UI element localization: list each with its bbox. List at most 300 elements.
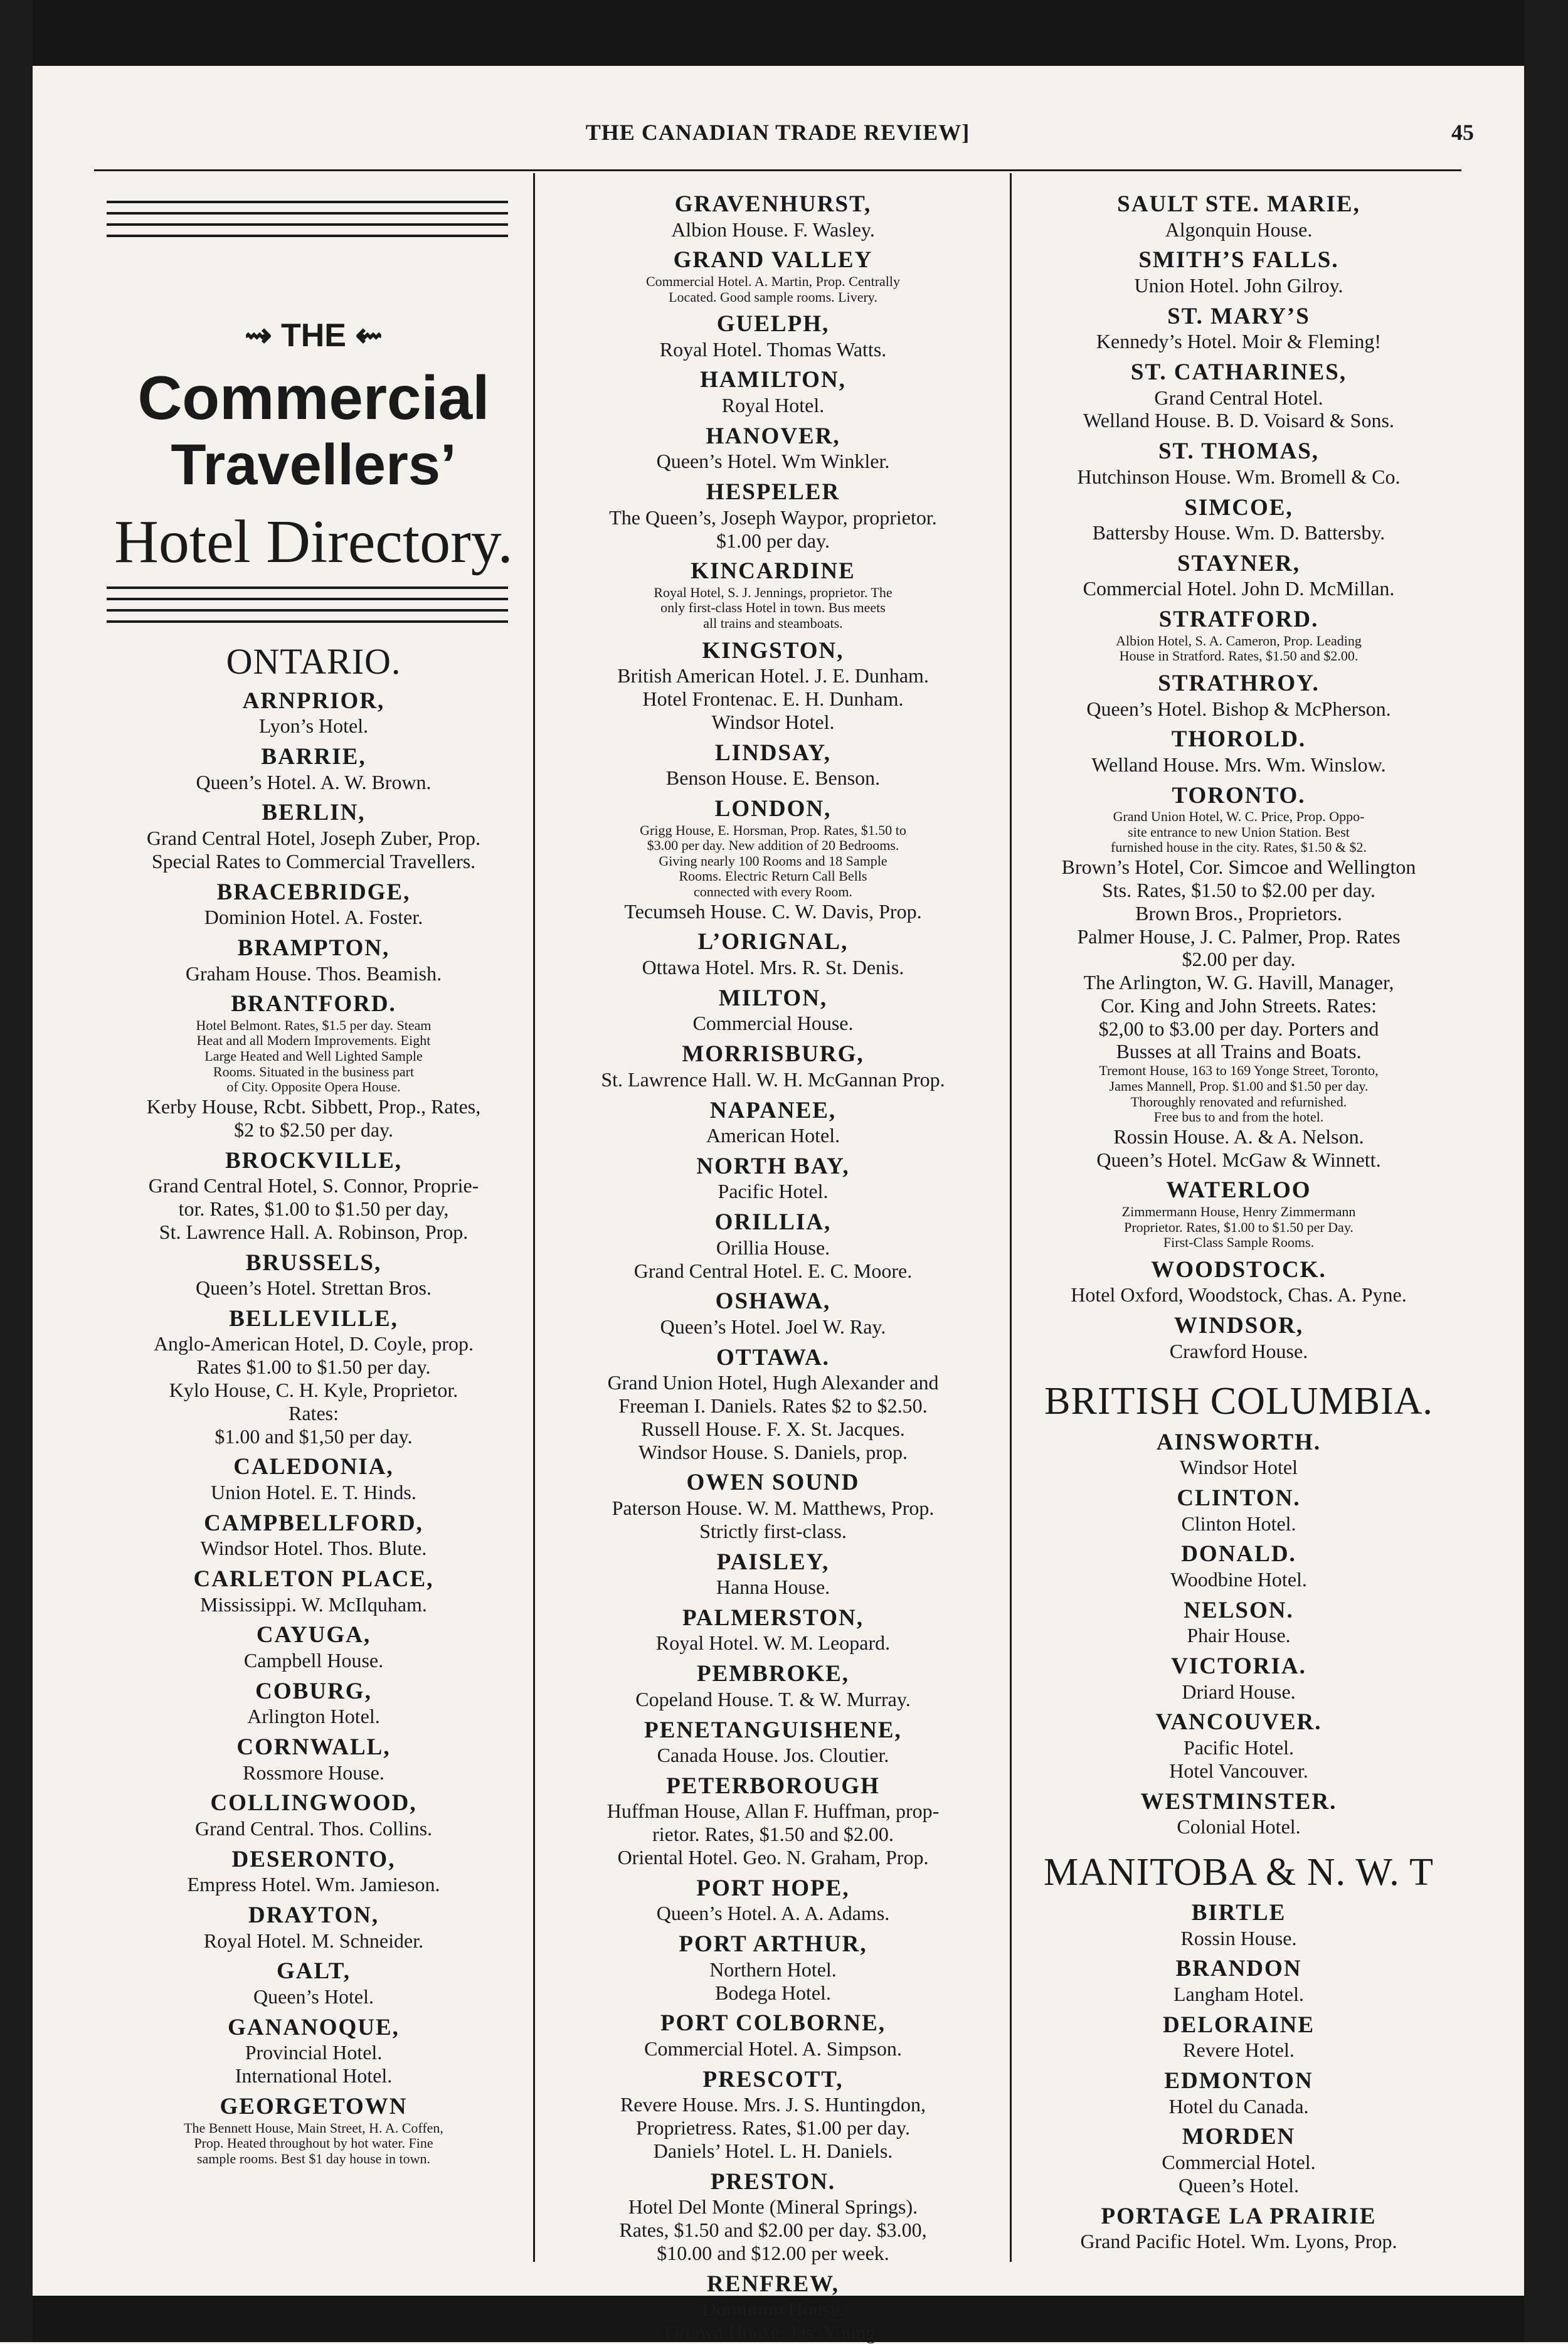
directory-entry	[1019, 607, 1458, 664]
hotel-listing-fine-print: sample rooms. Best $1 day house in town.	[196, 2150, 431, 2166]
directory-entry	[543, 1153, 1004, 1203]
directory-entry	[100, 688, 527, 738]
hotel-listing: Revere House. Mrs. J. S. Huntingdon,	[620, 2093, 926, 2116]
town-name: MORRISBURG,	[682, 1041, 864, 1068]
hotel-listing: Mississippi. W. McIlquham.	[200, 1593, 427, 1616]
town-name: L’ORIGNAL,	[697, 929, 849, 955]
town-name: NORTH BAY,	[696, 1153, 850, 1179]
hotel-listing: Hotel Oxford, Woodstock, Chas. A. Pyne.	[1071, 1283, 1407, 1307]
directory-entry	[1019, 1313, 1458, 1362]
town-name: CLINTON.	[1177, 1485, 1301, 1512]
hotel-listing-fine-print: Royal Hotel, S. J. Jennings, proprietor. The	[654, 584, 893, 600]
directory-entry	[543, 479, 1004, 552]
town-name: RENFREW,	[707, 2271, 839, 2297]
hotel-listing-fine-print: all trains and steamboats.	[703, 615, 843, 632]
town-name: ST. CATHARINES,	[1130, 359, 1347, 386]
town-name: PAISLEY,	[716, 1549, 830, 1575]
masthead-hotel-directory: Hotel Directory.	[114, 508, 513, 576]
hotel-listing: Cor. King and John Streets. Rates:	[1101, 994, 1377, 1017]
hotel-listing: Arlington Hotel.	[247, 1705, 380, 1728]
hotel-listing-fine-print: James Mannell, Prop. $1.00 and $1.50 per day.	[1109, 1078, 1369, 1094]
town-name: GALT,	[277, 1958, 351, 1985]
hotel-listing: Royal Hotel. M. Schneider.	[203, 1929, 424, 1952]
town-name: WATERLOO	[1166, 1177, 1311, 1204]
column-divider-right	[1010, 173, 1012, 2262]
town-name: CALEDONIA,	[233, 1454, 394, 1480]
town-name: THOROLD.	[1171, 726, 1306, 753]
town-name: GANANOQUE,	[228, 2014, 400, 2040]
masthead-rules-top	[107, 201, 508, 246]
hotel-listing: Windsor Hotel. Thos. Blute.	[200, 1537, 427, 1560]
directory-entry	[100, 935, 527, 985]
town-name: OSHAWA,	[715, 1288, 831, 1315]
hotel-listing: Brown Bros., Proprietors.	[1135, 901, 1342, 925]
hotel-listing: Driard House.	[1182, 1680, 1296, 1703]
directory-entry	[100, 1306, 527, 1448]
hotel-listing-fine-print: Tremont House, 163 to 169 Yonge Street, Toronto,	[1099, 1063, 1379, 1079]
masthead-travellers: Travellers’	[171, 433, 457, 497]
hotel-listing-fine-print: Rooms. Electric Return Call Bells	[679, 868, 867, 884]
hotel-listing: Tecumseh House. C. W. Davis, Prop.	[624, 899, 922, 923]
town-name: COBURG,	[255, 1678, 372, 1704]
hotel-listing: Anglo-American Hotel, D. Coyle, prop.	[153, 1332, 474, 1355]
town-name: WESTMINSTER.	[1140, 1788, 1337, 1815]
town-name: ST. MARY’S	[1167, 303, 1310, 329]
hotel-listing: Ottawa House. Jas. Young.	[665, 2320, 881, 2343]
directory-entry	[543, 367, 1004, 416]
hotel-listing-fine-print: The Bennett House, Main Street, H. A. Coffen,	[184, 2119, 443, 2136]
column-1	[100, 185, 527, 2166]
town-name: BERLIN,	[262, 800, 366, 826]
directory-entry	[543, 423, 1004, 473]
hotel-listing: The Queen’s, Joseph Waypor, proprietor.	[609, 506, 937, 529]
hotel-listing-fine-print: Commercial Hotel. A. Martin, Prop. Centrally	[645, 273, 901, 289]
town-name: BROCKVILLE,	[225, 1147, 403, 1174]
hotel-listing: St. Lawrence Hall. A. Robinson, Prop.	[159, 1220, 469, 1243]
town-list	[1019, 1429, 1458, 1838]
hotel-listing: Hanna House.	[716, 1576, 830, 1599]
town-list	[543, 191, 1004, 2344]
town-name: TORONTO.	[1172, 782, 1306, 809]
directory-entry	[100, 1510, 527, 1560]
directory-entry	[543, 558, 1004, 631]
scan-border-top	[0, 0, 1568, 66]
town-name: DELORAINE	[1162, 2012, 1315, 2038]
town-name: EDMONTON	[1164, 2068, 1313, 2094]
hotel-listing: American Hotel.	[706, 1124, 840, 1147]
directory-entry	[543, 2010, 1004, 2060]
hotel-listing: $1.00 and $1,50 per day.	[215, 1424, 413, 1448]
directory-entry	[1019, 2012, 1458, 2062]
hotel-listing: Phair House.	[1187, 1624, 1291, 1647]
region-heading-british-columbia: BRITISH COLUMBIA.	[1044, 1380, 1433, 1423]
town-name: GRAND VALLEY	[673, 247, 873, 273]
hotel-listing: Woodbine Hotel.	[1170, 1567, 1307, 1591]
directory-entry	[543, 796, 1004, 923]
hotel-listing: Huffman House, Allan F. Huffman, prop-	[607, 1800, 940, 1823]
directory-entry	[1019, 551, 1458, 600]
directory-entry	[1019, 671, 1458, 720]
hotel-listing-fine-print: Free bus to and from the hotel.	[1153, 1109, 1324, 1125]
hotel-listing: Lyon’s Hotel.	[258, 714, 369, 738]
hotel-listing-fine-print: Proprietor. Rates, $1.00 to $1.50 per Day.	[1124, 1219, 1353, 1235]
directory-entry	[543, 2271, 1004, 2344]
hotel-listing: Graham House. Thos. Beamish.	[185, 962, 442, 985]
directory-entry	[1019, 1709, 1458, 1782]
directory-entry	[543, 1041, 1004, 1091]
hotel-listing: Hotel Del Monte (Mineral Springs).	[628, 2195, 918, 2219]
town-name: GUELPH,	[716, 311, 830, 337]
directory-entry	[1019, 359, 1458, 432]
hotel-listing: Daniels’ Hotel. L. H. Daniels.	[653, 2139, 893, 2162]
town-name: BRAMPTON,	[237, 935, 390, 961]
directory-entry	[543, 1209, 1004, 1282]
directory-entry	[100, 1734, 527, 1784]
masthead-rules-bottom	[107, 586, 508, 632]
hotel-listing: Algonquin House.	[1165, 218, 1313, 241]
hotel-listing: St. Lawrence Hall. W. H. McGannan Prop.	[601, 1068, 945, 1091]
town-name: PENETANGUISHENE,	[644, 1717, 902, 1743]
directory-entry	[100, 1622, 527, 1672]
hotel-listing-fine-print: Albion Hotel, S. A. Cameron, Prop. Leading	[1116, 632, 1362, 649]
masthead-the: ⇝ THE ⇜	[244, 317, 383, 354]
town-name: NAPANEE,	[709, 1097, 837, 1123]
hotel-listing-fine-print: connected with every Room.	[694, 884, 852, 900]
hotel-listing: Kylo House, C. H. Kyle, Proprietor.	[169, 1379, 458, 1401]
town-name: VANCOUVER.	[1155, 1709, 1322, 1736]
town-name: NELSON.	[1184, 1597, 1294, 1623]
hotel-listing: Royal Hotel.	[721, 394, 825, 417]
town-name: HANOVER,	[706, 423, 840, 449]
hotel-listing-fine-print: Giving nearly 100 Rooms and 18 Sample	[659, 852, 887, 869]
hotel-listing-fine-print: only first-class Hotel in town. Bus meets	[660, 600, 886, 616]
hotel-listing: Kerby House, Rcbt. Sibbett, Prop., Rates,	[146, 1095, 481, 1118]
hotel-listing: Windsor Hotel.	[711, 710, 835, 733]
hotel-listing: Pacific Hotel.	[718, 1180, 829, 1203]
directory-entry	[1019, 1598, 1458, 1647]
hotel-listing: Palmer House, J. C. Palmer, Prop. Rates	[1077, 925, 1401, 948]
hotel-listing: Grand Central Hotel, S. Connor, Proprie-	[148, 1174, 479, 1197]
town-name: PEMBROKE,	[696, 1661, 850, 1687]
hotel-listing: $2 to $2.50 per day.	[234, 1118, 393, 1141]
hotel-listing: Rossmore House.	[243, 1761, 384, 1784]
hotel-listing: Queen’s Hotel. A. W. Brown.	[196, 770, 432, 793]
hotel-listing: Paterson House. W. M. Matthews, Prop.	[612, 1496, 935, 1519]
hotel-listing: Northern Hotel.	[709, 1958, 837, 1981]
hotel-listing: Hotel du Canada.	[1168, 2094, 1309, 2118]
directory-entry	[1019, 1177, 1458, 1250]
scan-border-right	[1524, 0, 1568, 2342]
hotel-listing: Commercial Hotel.	[1162, 2150, 1316, 2173]
town-name: OTTAWA.	[716, 1344, 830, 1371]
directory-entry	[1019, 1789, 1458, 1838]
directory-entry	[543, 191, 1004, 241]
hotel-listing: Hotel Frontenac. E. H. Dunham.	[642, 687, 904, 711]
hotel-listing: Proprietress. Rates, $1.00 per day.	[636, 2116, 910, 2140]
town-name: GRAVENHURST,	[674, 191, 872, 217]
directory-entry	[100, 1958, 527, 2008]
directory-entry	[543, 1875, 1004, 1925]
region-heading-manitoba: MANITOBA & N. W. T	[1043, 1850, 1434, 1894]
hotel-listing: Queen’s Hotel. McGaw & Winnett.	[1096, 1148, 1381, 1171]
directory-entry	[1019, 304, 1458, 353]
town-name: STRATFORD.	[1158, 607, 1319, 633]
hotel-listing: Benson House. E. Benson.	[665, 766, 881, 790]
hotel-listing: $2,00 to $3.00 per day. Porters and	[1098, 1017, 1379, 1040]
directory-entry	[100, 1250, 527, 1300]
hotel-listing: Windsor Hotel	[1179, 1456, 1298, 1479]
hotel-listing-fine-print: Large Heated and Well Lighted Sample	[204, 1048, 423, 1064]
hotel-listing: Hotel Vancouver.	[1169, 1759, 1308, 1782]
town-list	[1019, 1900, 1458, 2253]
directory-entry	[543, 1345, 1004, 1464]
town-name: COLLINGWOOD,	[210, 1790, 417, 1816]
town-name: SIMCOE,	[1184, 494, 1293, 521]
header-rule	[94, 169, 1461, 171]
town-name: DONALD.	[1181, 1541, 1296, 1567]
directory-entry	[1019, 1541, 1458, 1591]
town-name: BRACEBRIDGE,	[216, 879, 411, 905]
hotel-listing-fine-print: $3.00 per day. New addition of 20 Bedrooms.	[647, 837, 899, 854]
town-name: VICTORIA.	[1171, 1653, 1306, 1680]
directory-entry	[1019, 495, 1458, 544]
town-name: PORTAGE LA PRAIRIE	[1101, 2203, 1377, 2229]
page-header	[94, 119, 1474, 157]
hotel-listing: British American Hotel. J. E. Dunham.	[617, 664, 929, 687]
town-name: MORDEN	[1182, 2124, 1296, 2150]
hotel-listing: Bodega Hotel.	[715, 1981, 831, 2004]
hotel-listing: Pacific Hotel.	[1184, 1736, 1294, 1759]
town-name: BARRIE,	[261, 744, 366, 770]
directory-entry	[100, 1678, 527, 1728]
town-name: LINDSAY,	[715, 740, 831, 766]
directory-entry	[543, 2067, 1004, 2163]
directory-entry	[1019, 1900, 1458, 1949]
hotel-listing: Freeman I. Daniels. Rates $2 to $2.50.	[618, 1394, 928, 1418]
directory-entry	[100, 1847, 527, 1896]
directory-entry	[1019, 1485, 1458, 1535]
town-name: AINSWORTH.	[1156, 1429, 1322, 1455]
town-name: KINGSTON,	[702, 637, 844, 664]
directory-entry	[543, 1931, 1004, 2004]
directory-entry	[543, 1470, 1004, 1542]
directory-entry	[543, 1661, 1004, 1710]
hotel-listing: Dominion House.	[701, 2298, 845, 2321]
directory-entry	[543, 1773, 1004, 1869]
directory-entry	[100, 2094, 527, 2166]
hotel-listing: Rates $1.00 to $1.50 per day.	[196, 1355, 431, 1379]
town-name: CARLETON PLACE,	[193, 1566, 434, 1593]
hotel-listing-fine-print: Thoroughly renovated and refurnished.	[1130, 1093, 1347, 1110]
town-name: BIRTLE	[1191, 1900, 1286, 1926]
hotel-listing: $2.00 per day.	[1182, 948, 1296, 971]
scan-border-left	[0, 0, 33, 2342]
town-name: MILTON,	[718, 985, 828, 1011]
masthead-commercial: Commercial	[137, 363, 490, 432]
hotel-listing: Union Hotel. E. T. Hinds.	[211, 1480, 416, 1503]
directory-entry	[543, 247, 1004, 305]
hotel-listing: Royal Hotel. Thomas Watts.	[659, 337, 887, 361]
hotel-listing: Battersby House. Wm. D. Battersby.	[1092, 521, 1385, 544]
hotel-listing: The Arlington, W. G. Havill, Manager,	[1083, 971, 1394, 994]
hotel-listing: Rossin House. A. & A. Nelson.	[1113, 1125, 1364, 1148]
column-2	[543, 185, 1004, 2344]
hotel-listing-fine-print: furnished house in the city. Rates, $1.50 & $2.	[1111, 839, 1367, 856]
directory-entry	[1019, 1653, 1458, 1703]
hotel-listing: Queen’s Hotel.	[1179, 2173, 1299, 2197]
town-name: WINDSOR,	[1173, 1313, 1304, 1339]
hotel-listing-fine-print: First-Class Sample Rooms.	[1163, 1234, 1315, 1251]
hotel-listing: Dominion Hotel. A. Foster.	[204, 906, 423, 929]
directory-entry	[1019, 2203, 1458, 2253]
hotel-listing: $1.00 per day.	[716, 529, 830, 552]
column-3	[1019, 185, 1458, 2253]
masthead	[100, 185, 527, 637]
directory-entry	[1019, 438, 1458, 488]
directory-entry	[1019, 1429, 1458, 1479]
town-name: DESERONTO,	[231, 1846, 396, 1872]
directory-entry	[543, 1605, 1004, 1655]
directory-entry	[543, 1098, 1004, 1147]
directory-entry	[543, 929, 1004, 978]
hotel-listing-fine-print: site entrance to new Union Station. Best	[1128, 824, 1350, 840]
directory-entry	[543, 1717, 1004, 1767]
hotel-listing-fine-print: Heat and all Modern Improvements. Eight	[196, 1032, 431, 1049]
town-name: BRANDON	[1175, 1956, 1302, 1982]
hotel-listing: Queen’s Hotel.	[253, 1985, 374, 2008]
hotel-listing: Welland House. B. D. Voisard & Sons.	[1083, 409, 1394, 432]
directory-entry	[1019, 191, 1458, 241]
hotel-listing: Copeland House. T. & W. Murray.	[635, 1687, 911, 1710]
town-list	[100, 688, 527, 2167]
hotel-listing: tor. Rates, $1.00 to $1.50 per day,	[178, 1197, 449, 1220]
hotel-listing: Rates:	[289, 1401, 339, 1424]
directory-entry	[1019, 247, 1458, 297]
hotel-listing: Busses at all Trains and Boats.	[1116, 1040, 1362, 1063]
hotel-listing-fine-print: Located. Good sample rooms. Livery.	[669, 289, 877, 305]
directory-entry	[100, 1790, 527, 1840]
directory-entry	[1019, 2068, 1458, 2118]
hotel-listing-fine-print: Prop. Heated throughout by hot water. Fine	[194, 2135, 433, 2151]
hotel-listing: Grand Central Hotel.	[1154, 386, 1323, 409]
town-name: CAYUGA,	[256, 1622, 371, 1648]
directory-entry	[100, 879, 527, 929]
page-number: 45	[1451, 120, 1474, 145]
hotel-listing-fine-print: of City. Opposite Opera House.	[226, 1079, 401, 1095]
town-name: PORT HOPE,	[696, 1875, 850, 1901]
directory-entry	[543, 311, 1004, 361]
hotel-listing: Grand Central. Thos. Collins.	[194, 1817, 433, 1840]
town-name: PRESCOTT,	[702, 2066, 844, 2092]
hotel-listing: Grand Pacific Hotel. Wm. Lyons, Prop.	[1080, 2230, 1397, 2253]
hotel-listing: Commercial Hotel. A. Simpson.	[644, 2037, 902, 2060]
town-name: CAMPBELLFORD,	[204, 1510, 423, 1536]
hotel-listing: Grand Union Hotel, Hugh Alexander and	[607, 1371, 939, 1394]
directory-entry	[543, 1288, 1004, 1338]
hotel-listing-fine-print: Zimmermann House, Henry Zimmermann	[1121, 1203, 1356, 1219]
hotel-listing: Queen’s Hotel. A. A. Adams.	[656, 1902, 890, 1925]
town-name: ST. THOMAS,	[1158, 438, 1320, 465]
town-name: STAYNER,	[1177, 550, 1300, 576]
hotel-listing: Crawford House.	[1169, 1339, 1308, 1362]
directory-entry	[1019, 783, 1458, 1172]
town-name: SMITH’S FALLS.	[1138, 247, 1339, 273]
directory-entry	[100, 800, 527, 872]
hotel-listing: Langham Hotel.	[1173, 1982, 1304, 2005]
hotel-listing: Rossin House.	[1180, 1926, 1297, 1949]
town-list	[1019, 191, 1458, 1362]
hotel-listing-fine-print: Hotel Belmont. Rates, $1.5 per day. Steam	[196, 1017, 432, 1033]
hotel-listing-fine-print: House in Stratford. Rates, $1.50 and $2.00.	[1119, 648, 1359, 664]
hotel-listing: Welland House. Mrs. Wm. Winslow.	[1091, 753, 1386, 776]
town-name: BELLEVILLE,	[229, 1305, 398, 1332]
publication-title: THE CANADIAN TRADE REVIEW]	[585, 120, 970, 145]
town-name: ORILLIA,	[714, 1209, 832, 1236]
town-name: SAULT STE. MARIE,	[1117, 191, 1360, 217]
directory-entry	[543, 638, 1004, 734]
directory-entry	[1019, 1956, 1458, 2005]
hotel-listing: Colonial Hotel.	[1177, 1815, 1301, 1838]
hotel-listing: Campbell House.	[243, 1648, 384, 1672]
town-name: BRUSSELS,	[245, 1249, 382, 1276]
town-name: KINCARDINE	[691, 558, 856, 585]
hotel-listing: Oriental Hotel. Geo. N. Graham, Prop.	[617, 1846, 929, 1869]
directory-entry	[100, 991, 527, 1141]
town-name: WOODSTOCK.	[1151, 1256, 1327, 1283]
hotel-listing: Revere Hotel.	[1183, 2039, 1295, 2062]
town-name: BRANTFORD.	[231, 991, 396, 1017]
hotel-listing: Strictly first-class.	[699, 1519, 847, 1542]
hotel-listing: Kennedy’s Hotel. Moir & Fleming!	[1096, 330, 1382, 353]
town-name: PORT ARTHUR,	[679, 1931, 867, 1958]
hotel-listing: Canada House. Jos. Cloutier.	[657, 1744, 889, 1767]
hotel-listing: Orillia House.	[716, 1236, 830, 1259]
region-heading-ontario: ONTARIO.	[226, 641, 401, 682]
hotel-listing: Albion House. F. Wasley.	[671, 218, 875, 241]
directory-entry	[543, 740, 1004, 790]
hotel-listing: Royal Hotel. W. M. Leopard.	[655, 1631, 891, 1655]
hotel-listing: Windsor House. S. Daniels, prop.	[638, 1440, 908, 1463]
directory-entry	[1019, 1257, 1458, 1307]
town-name: DRAYTON,	[248, 1902, 379, 1929]
hotel-listing: International Hotel.	[235, 2064, 393, 2087]
hotel-listing: Sts. Rates, $1.50 to $2.00 per day.	[1101, 878, 1376, 901]
directory-entry	[543, 1549, 1004, 1599]
town-name: LONDON,	[714, 796, 832, 822]
directory-entry	[543, 985, 1004, 1035]
hotel-listing: Hutchinson House. Wm. Bromell & Co.	[1077, 465, 1401, 488]
hotel-listing: Grand Central Hotel. E. C. Moore.	[633, 1259, 913, 1282]
town-name: PALMERSTON,	[682, 1604, 864, 1631]
hotel-listing: Clinton Hotel.	[1181, 1512, 1296, 1535]
town-name: STRATHROY.	[1158, 671, 1320, 696]
town-name: PRESTON.	[710, 2168, 836, 2195]
directory-entry	[100, 1566, 527, 1616]
hotel-listing: Russell House. F. X. St. Jacques.	[641, 1417, 905, 1440]
hotel-listing: $10.00 and $12.00 per week.	[657, 2241, 889, 2264]
hotel-listing: Empress Hotel. Wm. Jamieson.	[187, 1873, 440, 1896]
hotel-listing: Queen’s Hotel. Joel W. Ray.	[660, 1315, 886, 1338]
hotel-listing: Brown’s Hotel, Cor. Simcoe and Wellington	[1061, 856, 1416, 879]
hotel-listing-fine-print: Grigg House, E. Horsman, Prop. Rates, $1.50 to	[640, 822, 906, 838]
page	[94, 94, 1474, 2343]
column-divider-left	[533, 173, 535, 2262]
directory-entry	[100, 1902, 527, 1952]
directory-entry	[100, 744, 527, 793]
town-name: CORNWALL,	[236, 1734, 391, 1761]
hotel-listing: rietor. Rates, $1.50 and $2.00.	[652, 1823, 894, 1846]
hotel-listing: Queen’s Hotel. Wm Winkler.	[656, 450, 890, 473]
